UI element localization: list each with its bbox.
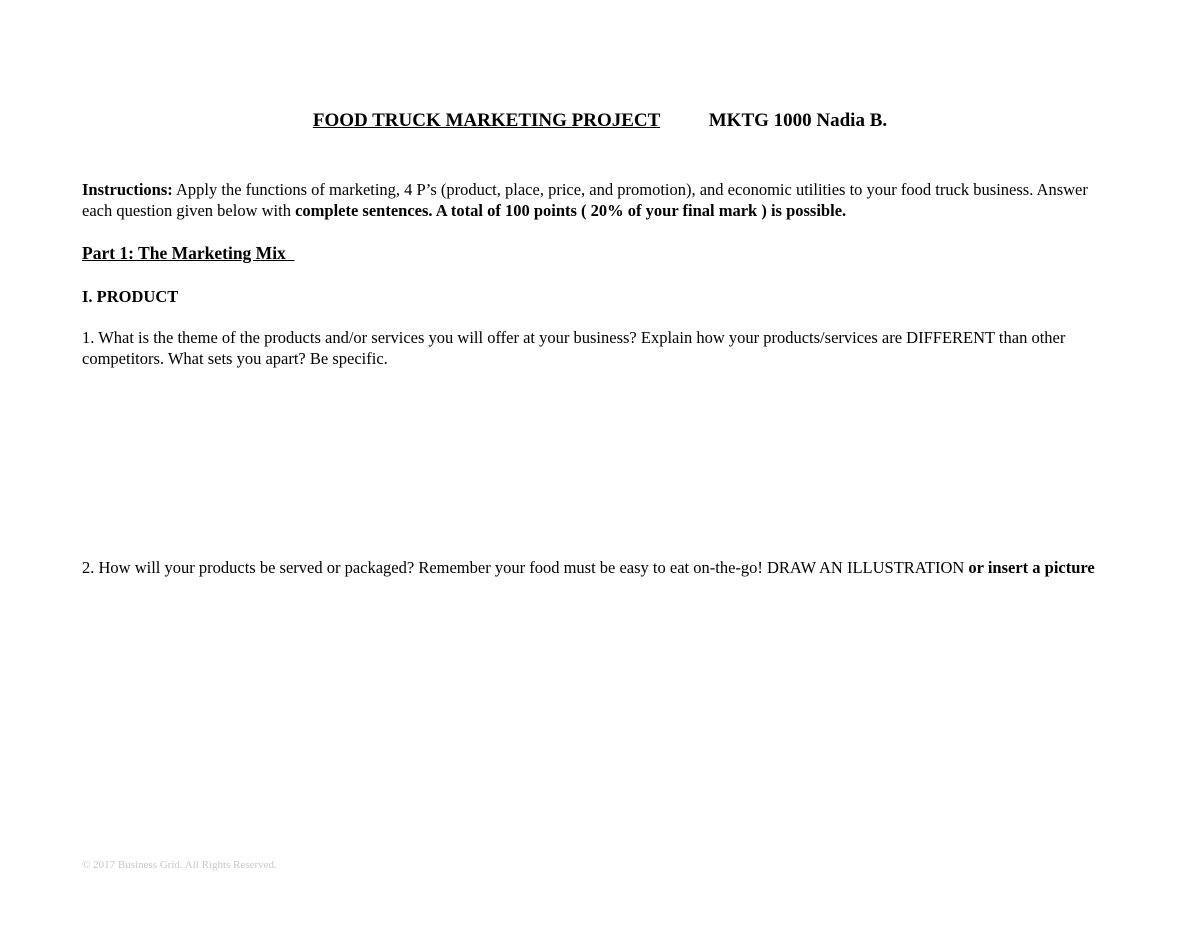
instructions-text: Apply the functions of marketing, 4 P’s (product, place, price, and promotion), and economic utilities to your food truck business. Answer each question given below with	[82, 180, 1088, 220]
document-title: FOOD TRUCK MARKETING PROJECT	[312, 110, 660, 131]
instructions-paragraph	[82, 179, 1112, 221]
part-heading: Part 1: The Marketing Mix	[82, 243, 295, 263]
section-heading-text: I. PRODUCT	[82, 287, 179, 306]
instructions-emphasis: complete sentences. A total of 100 points ( 20% of your final mark ) is possible.	[295, 201, 847, 220]
section-heading	[82, 286, 1112, 307]
question-1	[82, 327, 1112, 369]
course-info: MKTG 1000 Nadia B.	[708, 110, 888, 131]
question-2-text: 2. How will your products be served or packaged? Remember your food must be easy to eat on-the-go! DRAW AN ILLUSTRATION	[82, 558, 969, 577]
copyright-footer: © 2017 Business Grid. All Rights Reserved.	[82, 859, 277, 871]
question-2-emphasis: or insert a picture	[968, 558, 1095, 577]
question-1-text: 1. What is the theme of the products and/or services you will offer at your business? Explain how your products/services are DIFFERENT than other competitors. What sets you apart? Be specific.	[82, 328, 1066, 368]
document-header	[0, 110, 1200, 132]
instructions-label: Instructions:	[82, 180, 173, 199]
question-2	[82, 557, 1112, 578]
